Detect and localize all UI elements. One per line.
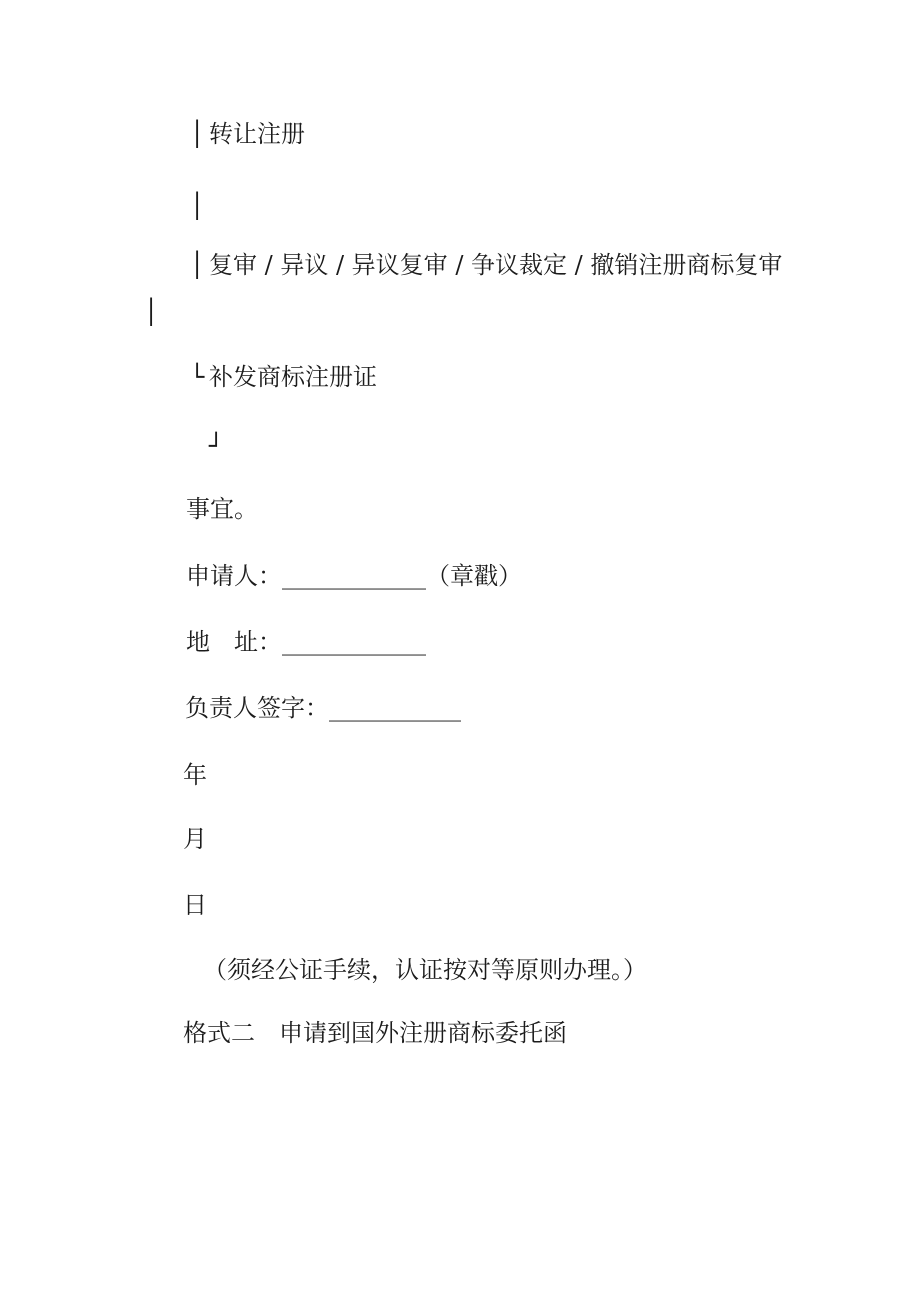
line-text: 月 [183,825,207,853]
note-line-notarization [203,957,647,983]
brace-line-vertical-2 [144,299,163,325]
line-text: 补发商标注册证 [209,363,377,391]
line-text: 负责人签字：___________ [185,694,461,722]
form-line-applicant [186,563,522,589]
form-line-address [186,629,426,655]
line-text: 转让注册 [209,120,305,148]
line-text: 地 址：____________ [186,628,426,656]
brace-line-reissue-certificate [190,364,377,390]
text-line-matters [186,496,258,522]
line-text: （须经公证手续，认证按对等原则办理。） [203,956,647,984]
line-text: 事宜。 [186,495,258,523]
date-line-year [183,762,207,788]
line-text: 年 [183,761,207,789]
brace-line-transfer-registration [190,121,305,147]
brace-corner-up-right-glyph: └ [190,363,205,391]
line-text: 申请人：____________（章戳） [186,562,522,590]
line-text: 复审 / 异议 / 异议复审 / 争议裁定 / 撤销注册商标复审 [209,251,783,279]
date-line-month [183,826,207,852]
brace-vertical-glyph: │ [190,251,205,279]
heading-format-two [183,1020,567,1046]
line-text: 日 [183,891,207,919]
brace-vertical-glyph: │ [190,192,205,220]
date-line-day [183,892,207,918]
line-text: 格式二 申请到国外注册商标委托函 [183,1019,567,1047]
brace-line-review-options [190,252,782,278]
brace-vertical-glyph: │ [144,298,159,326]
brace-vertical-glyph: │ [190,120,205,148]
brace-line-vertical [190,193,209,219]
brace-corner-up-left-glyph: ┘ [209,432,224,460]
form-line-signature [185,695,461,721]
brace-line-corner [209,433,228,459]
